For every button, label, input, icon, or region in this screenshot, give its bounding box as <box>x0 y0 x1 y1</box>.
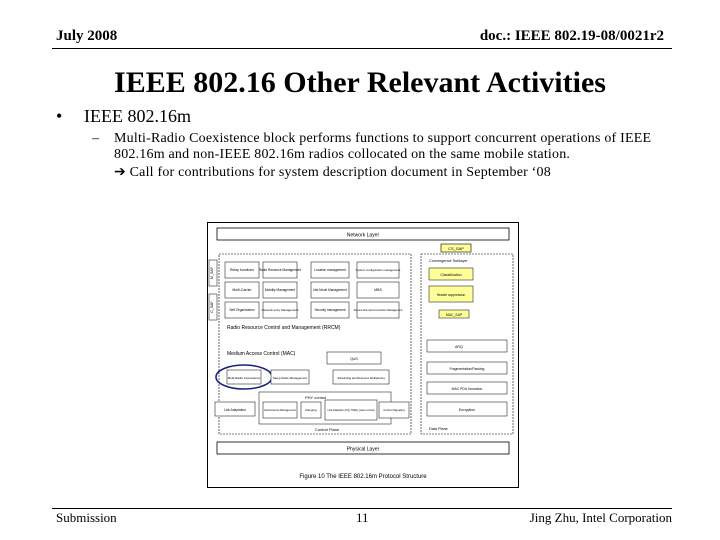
protocol-diagram <box>207 222 519 488</box>
header-doc-id: doc.: IEEE 802.19-08/0021r2 <box>479 28 664 44</box>
arrow-right-icon: ➔ <box>114 165 126 180</box>
footer-rule <box>52 508 672 509</box>
slide-title: IEEE 802.16 Other Relevant Activities <box>114 66 606 99</box>
location-management-label: Location management <box>314 268 346 272</box>
relay-functions-label: Relay functions <box>230 268 254 272</box>
c-sap-label: C_SAP <box>210 301 214 313</box>
footer-page-number: 11 <box>356 510 369 525</box>
link-adaptation-label: Link Adaptation <box>224 408 246 412</box>
sub-bullet <box>92 131 662 181</box>
convergence-sublayer-label: Convergence Sublayer <box>429 259 468 263</box>
arrow-line <box>114 165 662 181</box>
arq-box <box>427 340 507 352</box>
sleep-mode-label: Sleep Mode Management <box>272 376 308 380</box>
header-date: July 2008 <box>56 28 118 44</box>
idle-mode-management-label: Idle Mode Management <box>313 288 347 292</box>
multi-radio-coexistence-label: Multi-Radio Coexistence <box>227 376 261 380</box>
control-signaling-label: Control Signaling <box>383 408 405 412</box>
footer-author: Jing Zhu, Intel Corporation <box>529 510 672 525</box>
protocol-structure-figure <box>207 222 519 488</box>
scheduling-label: Scheduling and Resource Multiplexing <box>337 376 385 380</box>
phy-control-label: PHY control <box>305 395 327 400</box>
sub-bullet-text: Multi-Radio Coexistence block performs functions to support concurrent operations of IEEE 802.16m and non-IEEE 802.16m radios collocated on the same mobile station. <box>114 131 652 162</box>
service-flow-label: Service flow and Connection Management <box>353 309 403 312</box>
rrcm-row-1 <box>225 262 401 278</box>
mac-sap-label: MAC_SAP <box>445 313 463 317</box>
mac-label: Medium Access Control (MAC) <box>227 351 296 357</box>
cs-sap-label: CS_SAP <box>448 246 464 251</box>
multi-carrier-label: Multi-Carrier <box>232 288 252 292</box>
fragmentation-label: Fragmentation/Packing <box>449 367 485 371</box>
interference-label: Interference Management <box>263 408 297 412</box>
radio-resource-management-label: Radio Resource Management <box>258 268 302 272</box>
rrcm-row-3 <box>225 302 403 318</box>
arq-label: ARQ <box>455 345 463 349</box>
encryption-label: Encryption <box>458 408 476 412</box>
sub-bullet-marker: – <box>92 131 100 146</box>
mac-pdu-label: MAC PDU formation <box>451 387 483 391</box>
rrcm-label: Radio Resource Control and Management (RRCM) <box>227 325 341 331</box>
network-entry-label: Network-entry Management <box>261 308 299 312</box>
security-management-label: Security management <box>314 308 346 312</box>
m-sap-label: M_SAP <box>210 267 214 279</box>
data-plane-label: Data Plane <box>429 427 448 431</box>
figure-caption: Figure 10 The IEEE 802.16m Protocol Structure <box>299 474 427 480</box>
system-configuration-label: System configuration management <box>355 268 401 272</box>
bullet-text: IEEE 802.16m <box>84 106 191 126</box>
ranging-label: Ranging <box>305 408 317 412</box>
rrcm-row-2 <box>225 282 399 298</box>
footer-submission: Submission <box>56 510 117 525</box>
qos-label: QoS <box>350 357 358 361</box>
control-plane-label: Control Plane <box>315 427 340 432</box>
bullet-item <box>56 106 191 127</box>
self-organization-label: Self Organization <box>229 308 255 312</box>
header-suppression-label: Header suppression <box>436 293 466 297</box>
network-layer-label: Network Layer <box>346 232 380 239</box>
mobility-management-label: Mobility Management <box>264 288 296 292</box>
arrow-text: Call for contributions for system description document in September ‘08 <box>129 165 551 180</box>
bullet-marker: • <box>56 106 63 126</box>
header-rule <box>52 48 672 49</box>
physical-layer-label: Physical Layer <box>346 446 380 453</box>
link-adaptation-detail-label: Link Adaptation (CQI, HARQ, power control) <box>327 409 375 412</box>
classification-label: Classification <box>440 273 462 277</box>
mbs-label: MBS <box>374 288 382 292</box>
